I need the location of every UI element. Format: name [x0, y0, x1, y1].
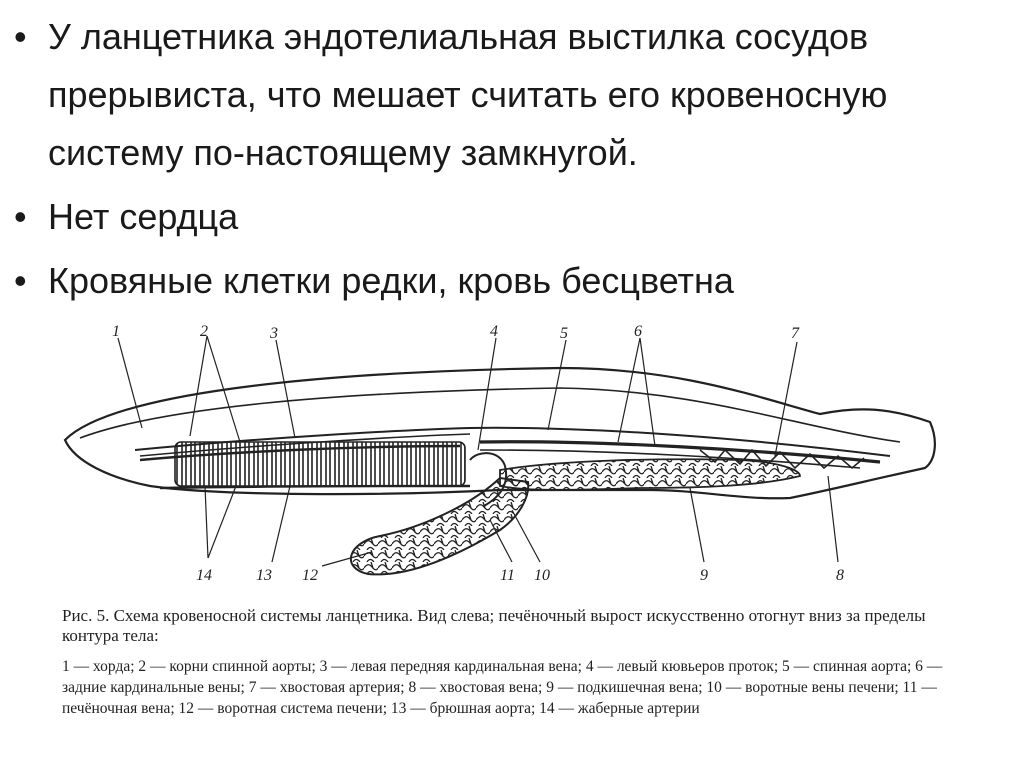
label-13: 13 — [256, 567, 272, 584]
label-10: 10 — [534, 567, 550, 584]
label-5: 5 — [560, 325, 568, 342]
lancelet-circulation-diagram — [0, 310, 1024, 600]
label-11: 11 — [500, 567, 515, 584]
label-7: 7 — [791, 325, 799, 342]
label-14: 14 — [196, 567, 212, 584]
caption-legend: 1 — хорда; 2 — корни спинной аорты; 3 — левая передняя кардинальная вена; 4 — левый кювьеров проток; 5 — спинная аорта; 6 — задние кардинальные вены; 7 — хвостовая артерия; 8 — хвостовая вена; 9 — подкишечная вена; 10 — воротные вены печени; 11 — печёночная вена; 12 — воротная система печени; 13 — брюшная аорта; 14 — жаберные артерии — [62, 658, 943, 717]
bullet-blood-cells: • Кровяные клетки редки, кровь бесцветна — [14, 252, 1014, 310]
label-8: 8 — [836, 567, 844, 584]
label-3: 3 — [270, 325, 278, 342]
gut-mesh — [500, 459, 800, 490]
label-12: 12 — [302, 567, 318, 584]
caption-title: Рис. 5. Схема кровеносной системы ланцетника. Вид слева; печёночный вырост искусственно отогнут вниз за пределы контура тела: — [62, 606, 926, 645]
label-6: 6 — [634, 323, 642, 340]
bullet-list — [14, 8, 1014, 310]
bullet-no-heart: • Нет сердца — [14, 188, 1014, 246]
label-2: 2 — [200, 323, 208, 340]
label-9: 9 — [700, 567, 708, 584]
label-1: 1 — [112, 323, 120, 340]
label-4: 4 — [490, 323, 498, 340]
figure-caption — [62, 606, 962, 719]
bullet-endothelium: • У ланцетника эндотелиальная выстилка сосудов прерывиста, что мешает считать его кровеносную систему по-настоящему замкнуrой. — [14, 8, 1014, 182]
